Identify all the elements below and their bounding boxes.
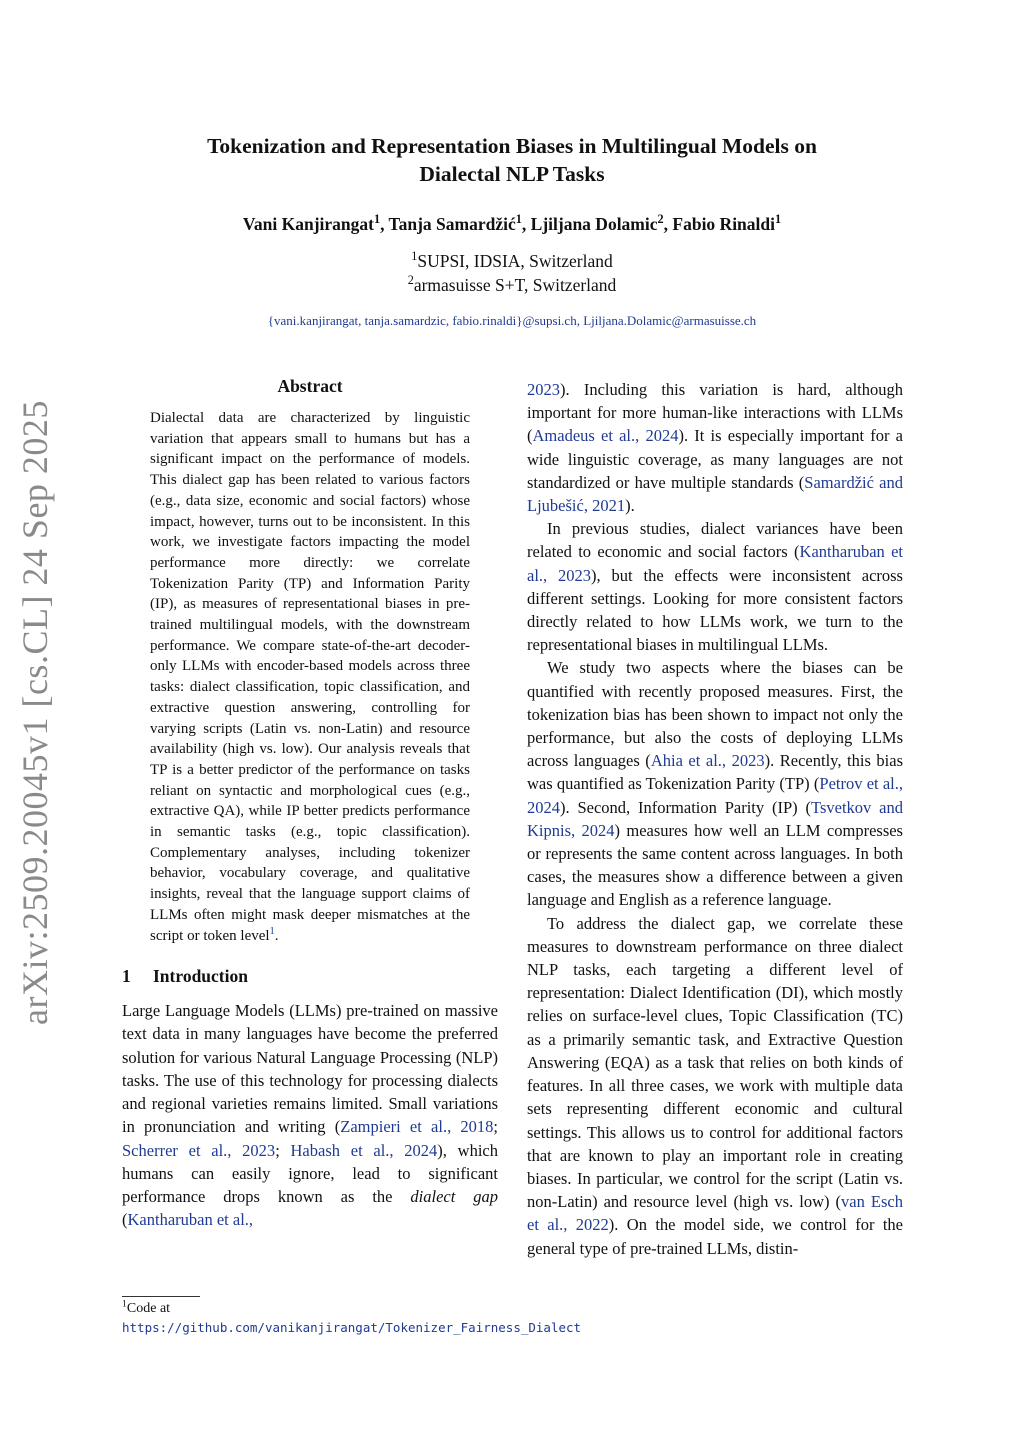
citation-link[interactable]: Habash et al., 2024 [290, 1140, 438, 1160]
affiliation-text: armasuisse S+T, Switzerland [413, 275, 617, 295]
citation-link[interactable]: Kantharuban et al., 2023 [527, 542, 904, 585]
author-affil-mark: 1 [775, 212, 782, 227]
citation-link[interactable]: Scherrer et al., 2023 [122, 1140, 276, 1160]
citation-link[interactable]: Amadeus et al., 2024 [532, 426, 679, 446]
author-name: Tanja Samardžić [388, 214, 516, 234]
author-affil-mark: 1 [515, 212, 522, 227]
right-paragraph-1: 2023). Including this variation is hard, although important for more human-like interactions with LLMs (Amadeus et al., 2024). It is especially important for a wide linguistic coverage, as many languages are not standardized or have multiple standards (Samardžić and Ljubešić, 2021). [527, 380, 904, 516]
intro-paragraph-1: Large Language Models (LLMs) pre-trained on massive text data in many languages have become the preferred solution for various Natural Language Processing (NLP) tasks. The use of this technology for processing dialects and regional varieties remains limited. Small variations in pronunciation and writing (Zampieri et al., 2018; Scherrer et al., 2023; Habash et al., 2024), which humans can easily ignore, lead to significant performance drops known as the dialect gap (Kantharuban et al., [122, 1001, 498, 1230]
arxiv-side-stamp: arXiv:2509.20045v1 [cs.CL] 24 Sep 2025 [15, 400, 55, 1025]
affiliation-mark: 1 [411, 249, 418, 264]
footnote-url[interactable]: https://github.com/vanikanjirangat/Tokenizer_Fairness_Dialect [122, 1320, 582, 1335]
author-affil-mark: 1 [373, 212, 381, 227]
citation-link[interactable]: van Esch et al., 2022 [527, 1192, 903, 1235]
section-heading-introduction [122, 966, 498, 987]
abstract-heading: Abstract [277, 376, 343, 396]
affiliation-2 [112, 273, 912, 297]
section-number: 1 [122, 966, 131, 987]
citation-link[interactable]: Tsvetkov and Kipnis, 2024 [527, 797, 903, 840]
emphasis-term: dialect gap [410, 1186, 498, 1206]
paper-title [112, 132, 912, 188]
title-line-1: Tokenization and Representation Biases in Multilingual Models on [207, 134, 817, 158]
citation-link[interactable]: Zampieri et al., 2018 [340, 1117, 494, 1137]
abstract-body: Dialectal data are characterized by linguistic variation that appears small to humans but has a significant impact on the performance of models. This dialect gap has been related to various factors (e.g., data size, economic and social factors) whose impact, however, turns out to be inconsistent. In this work, we investigate factors impacting the model performance more directly: we correlate Tokenization Parity (TP) and Information Parity (IP), as measures of representational biases in pre-trained multilingual models, with the downstream performance. We compare state-of-the-art decoder-only LLMs with encoder-based models across three tasks: dialect classification, topic classification, and extractive question answering, controlling for varying scripts (Latin vs. non-Latin) and resource availability (high vs. low). Our analysis reveals that TP is a better predictor of the performance on tasks reliant on syntactic and morphological cues (e.g., extractive QA), while IP better predicts performance in semantic tasks (e.g., topic classification). Complementary analyses, including tokenizer behavior, vocabulary coverage, and qualitative insights, reveal that the language support claims of LLMs often might mask deeper mismatches at the script or token level$^1$. [150, 410, 470, 944]
citation-link[interactable]: Samardžić and Ljubešić, 2021 [527, 472, 903, 516]
footnote [122, 1296, 582, 1338]
right-paragraph-3: We study two aspects where the biases can be quantified with recently proposed measures. First, the tokenization bias has been shown to impact not only the performance, but also the costs of deploying LLMs across languages (Ahia et al., 2023). Recently, this bias was quantified as Tokenization Parity (TP) (Petrov et al., 2024). Second, Information Parity (IP) (Tsvetkov and Kipnis, 2024) measures how well an LLM compresses or represents the same content across languages. In both cases, the measures show a difference between a given language and English as a reference language. [527, 658, 903, 910]
author-name: Fabio Rinaldi [672, 214, 775, 234]
abstract-text: Dialectal data are characterized by linguistic variation that appears small to humans but has a significant impact on the performance of models. This dialect gap has been related to various factors (e.g., data size, economic and social factors) whose impact, however, turns out to be inconsistent. In this work, we investigate factors impacting the model performance more directly: we correlate Tokenization Parity (TP) and Information Parity (IP), as measures of representational biases in pre-trained multilingual models, with the downstream performance. We compare state-of-the-art decoder-only LLMs with encoder-based models across three tasks: dialect classification, topic classification, and extractive question answering, controlling for varying scripts (Latin vs. non-Latin) and resource availability (high vs. low). Our analysis reveals that TP is a better predictor of the performance on tasks reliant on syntactic and morphological cues (e.g., extractive QA), while IP better predicts performance in semantic tasks (e.g., topic classification). Complementary analyses, including tokenizer behavior, vocabulary coverage, and qualitative insights, reveal that the language support claims of LLMs often might mask deeper mismatches at the script or token level [150, 410, 470, 944]
footnote-ref[interactable]: 1 [269, 925, 275, 937]
left-column [122, 376, 498, 1231]
author-emails[interactable]: {vani.kanjirangat, tanja.samardzic, fabio.rinaldi}@supsi.ch, Ljiljana.Dolamic@armasuisse.ch [267, 313, 757, 328]
right-paragraph-2: In previous studies, dialect variances have been related to economic and social factors (Kantharuban et al., 2023), but the effects were inconsistent across different settings. Looking for more consistent factors directly related to how LLMs work, we turn to the representational biases in multilingual LLMs. [527, 519, 904, 655]
footnote-rule [122, 1296, 200, 1297]
author-affil-mark: 2 [657, 212, 664, 227]
author-name: Vani Kanjirangat [242, 214, 374, 234]
affiliation-text: SUPSI, IDSIA, Switzerland [417, 251, 613, 271]
affiliation-1 [112, 249, 912, 273]
citation-link[interactable]: Kantharuban et al., [127, 1210, 254, 1230]
citation-link[interactable]: Petrov et al., 2024 [527, 774, 903, 817]
citation-link[interactable]: Ahia et al., 2023 [650, 751, 765, 771]
author-name: Ljiljana Dolamic [530, 214, 658, 234]
footnote-mark: 1 [122, 1298, 127, 1310]
right-column [527, 378, 903, 1260]
footnote-label: Code at [126, 1301, 171, 1316]
affiliation-mark: 2 [407, 273, 414, 288]
right-paragraph-4: To address the dialect gap, we correlate these measures to downstream performance on three dialect NLP tasks, each targeting a different level of representation: Dialect Identification (DI), which mostly relies on surface-level clues, Topic Classification (TC) as a primarily semantic task, and Extractive Question Answering (EQA) as a task that relies on both kinds of features. In all three cases, we work with multiple data sets representing different economic and cultural settings. This allows us to control for additional factors that are known to play an important role in creating biases. In particular, we control for the script (Latin vs. non-Latin) and resource level (high vs. low) (van Esch et al., 2022). On the model side, we control for the general type of pre-trained LLMs, distin- [527, 913, 903, 1258]
section-title: Introduction [153, 966, 248, 987]
citation-link[interactable]: 2023 [527, 380, 560, 399]
title-line-2: Dialectal NLP Tasks [419, 162, 605, 186]
author-list: Vani Kanjirangat$^1$, Tanja Samardžić$^1$, Ljiljana Dolamic$^2$, Fabio Rinaldi$^1$ [242, 212, 782, 234]
